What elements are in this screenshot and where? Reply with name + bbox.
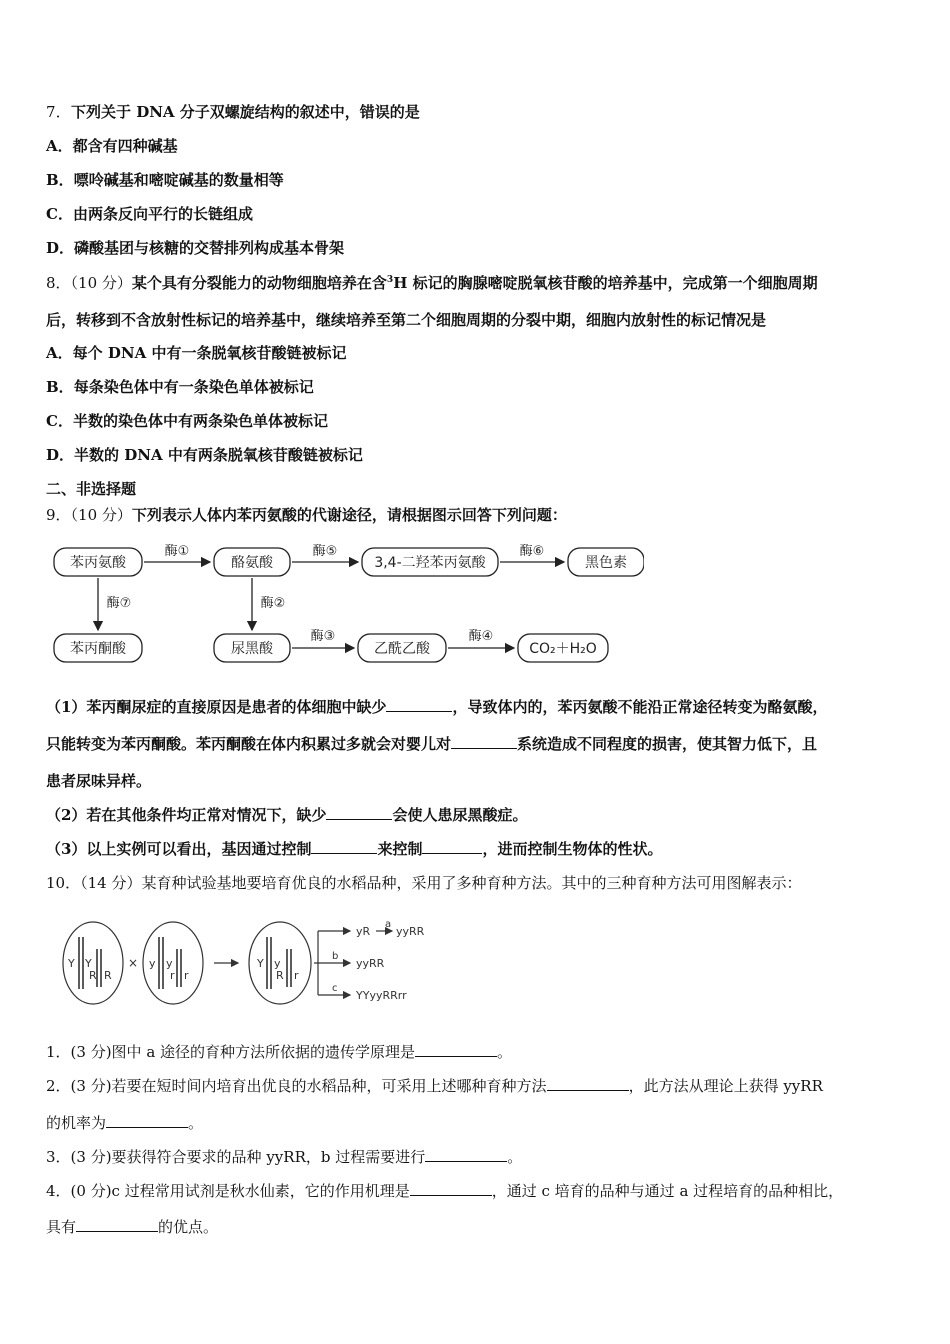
q9-part1-line3: 患者尿味异样。 bbox=[46, 772, 152, 790]
branch-label-a: a bbox=[385, 919, 392, 930]
option-key: B． bbox=[46, 171, 74, 189]
q9-p1-text-b: ，导致体内的，苯丙氨酸不能沿正常途径转变为酪氨酸， bbox=[452, 698, 828, 716]
option-text: 每条染色体中有一条染色单体被标记 bbox=[73, 378, 314, 396]
answer-blank[interactable] bbox=[547, 1076, 629, 1091]
q10-s1-text-a: 1．(3 分)图中 a 途径的育种方法所依据的遗传学原理是 bbox=[46, 1043, 416, 1061]
q7-option-b bbox=[46, 170, 284, 190]
gene-label: Y bbox=[68, 957, 75, 970]
answer-blank[interactable] bbox=[326, 805, 392, 820]
output-a: yyRR bbox=[396, 925, 425, 938]
gene-label: R bbox=[89, 969, 97, 982]
option-text: 都含有四种碱基 bbox=[72, 137, 178, 155]
q9-part3 bbox=[46, 839, 662, 859]
option-key: A． bbox=[46, 137, 73, 155]
answer-blank[interactable] bbox=[415, 1042, 497, 1057]
q8-option-b bbox=[46, 377, 314, 397]
q10-sub4-line1 bbox=[46, 1181, 843, 1201]
q10-stem bbox=[46, 873, 801, 893]
answer-blank[interactable] bbox=[410, 1181, 492, 1196]
q10-sub2-line1 bbox=[46, 1076, 823, 1096]
option-text: 嘌呤碱基和嘧啶碱基的数量相等 bbox=[73, 171, 284, 189]
gene-label: y bbox=[149, 957, 156, 970]
q10-s3-text-a: 3．(3 分)要获得符合要求的品种 yyRR，b 过程需要进行 bbox=[46, 1148, 426, 1166]
q7-option-c bbox=[46, 204, 253, 224]
gene-label: Y bbox=[257, 957, 264, 970]
gene-label: r bbox=[184, 969, 189, 982]
option-key: D． bbox=[46, 239, 75, 257]
node-phenylpyruvate: 苯丙酮酸 bbox=[70, 641, 126, 657]
q10-sub3 bbox=[46, 1147, 522, 1167]
q8-option-a bbox=[46, 343, 346, 363]
breeding-diagram bbox=[62, 915, 442, 1011]
q10-s2-text-c: 的机率为 bbox=[46, 1114, 107, 1132]
answer-blank[interactable] bbox=[311, 839, 377, 854]
label-enzyme-5: 酶⑤ bbox=[312, 544, 338, 559]
output-b: yyRR bbox=[356, 957, 385, 970]
label-enzyme-1: 酶① bbox=[164, 544, 190, 559]
option-key: D． bbox=[46, 446, 75, 464]
q8-number: 8． bbox=[46, 274, 71, 292]
node-dopa: 3,4-二羟苯丙氨酸 bbox=[374, 555, 486, 571]
q9-p1-text-a: （1）苯丙酮尿症的直接原因是患者的体细胞中缺少 bbox=[46, 698, 387, 716]
gene-label: r bbox=[294, 969, 299, 982]
q7-stem-text-c: 分子双螺旋结构的叙述中，错误的是 bbox=[179, 103, 420, 121]
q9-p3-text-b: 来控制 bbox=[377, 840, 423, 858]
q10-s1-text-b: 。 bbox=[497, 1043, 513, 1061]
q10-sub4-line2 bbox=[46, 1217, 218, 1237]
option-text: 每个 DNA 中有一条脱氧核苷酸链被标记 bbox=[72, 344, 347, 362]
q7-option-d bbox=[46, 238, 344, 258]
q9-part1-line2 bbox=[46, 734, 817, 754]
option-key: B． bbox=[46, 378, 74, 396]
gene-label: R bbox=[276, 969, 284, 982]
metabolism-pathway-diagram bbox=[44, 534, 644, 666]
q9-p2-text-a: （2）若在其他条件均正常对情况下，缺少 bbox=[46, 806, 327, 824]
label-enzyme-4: 酶④ bbox=[468, 629, 494, 644]
q8-stem-line1 bbox=[46, 273, 818, 293]
gene-label: r bbox=[170, 969, 175, 982]
node-phenylalanine: 苯丙氨酸 bbox=[70, 555, 126, 571]
option-key: C． bbox=[46, 412, 73, 430]
q9-stem-text: 下列表示人体内苯丙氨酸的代谢途径，请根据图示回答下列问题： bbox=[131, 506, 567, 524]
q9-score: （10 分） bbox=[70, 506, 132, 524]
q10-stem-text: 某育种试验基地要培育优良的水稻品种，采用了多种育种方法。其中的三种育种方法可用图解表示： bbox=[141, 874, 802, 892]
q9-stem bbox=[46, 505, 567, 525]
option-text: 半数的染色体中有两条染色单体被标记 bbox=[72, 412, 328, 430]
branch-bracket bbox=[314, 931, 348, 995]
answer-blank[interactable] bbox=[106, 1113, 188, 1128]
q7-stem-text-a: 下列关于 bbox=[70, 103, 131, 121]
q10-score: （14 分） bbox=[80, 874, 142, 892]
option-key: A． bbox=[46, 344, 73, 362]
q10-number: 10． bbox=[46, 874, 81, 892]
q9-p2-text-b: 会使人患尿黑酸症。 bbox=[392, 806, 528, 824]
branch-label-c: c bbox=[332, 983, 338, 994]
answer-blank[interactable] bbox=[451, 734, 517, 749]
option-text: 由两条反向平行的长链组成 bbox=[72, 205, 253, 223]
gene-label: y bbox=[274, 957, 281, 970]
q10-s2-text-b: ，此方法从理论上获得 yyRR bbox=[628, 1077, 823, 1095]
node-co2-h2o: CO₂＋H₂O bbox=[529, 641, 597, 657]
q7-number: 7． bbox=[46, 103, 71, 121]
cross-symbol: × bbox=[128, 956, 139, 970]
q8-text-a: 某个具有分裂能力的动物细胞培养在含 bbox=[131, 274, 387, 292]
label-enzyme-2: 酶② bbox=[260, 596, 286, 611]
q9-part2 bbox=[46, 805, 527, 825]
option-text: 半数的 DNA 中有两条脱氧核苷酸链被标记 bbox=[74, 446, 363, 464]
q9-p1-text-c: 只能转变为苯丙酮酸。苯丙酮酸在体内积累过多就会对婴儿对 bbox=[46, 735, 452, 753]
node-homogentisate: 尿黑酸 bbox=[231, 641, 273, 657]
label-enzyme-3: 酶③ bbox=[310, 629, 336, 644]
q9-p1-text-d: 系统造成不同程度的损害，使其智力低下，且 bbox=[517, 735, 818, 753]
q8-score: （10 分） bbox=[70, 274, 132, 292]
q8-option-d bbox=[46, 445, 363, 465]
q10-s4-text-c: 具有 bbox=[46, 1218, 77, 1236]
q8-superscript: 3 bbox=[386, 275, 394, 285]
answer-blank[interactable] bbox=[425, 1147, 507, 1162]
q10-sub2-line2 bbox=[46, 1113, 203, 1133]
q7-stem bbox=[46, 102, 420, 122]
gene-label: Y bbox=[85, 957, 92, 970]
q10-s2-text-a: 2．(3 分)若要在短时间内培育出优良的水稻品种，可采用上述哪种育种方法 bbox=[46, 1077, 547, 1095]
q10-sub1 bbox=[46, 1042, 512, 1062]
branch-label-b: b bbox=[332, 951, 339, 962]
q9-part1-line1 bbox=[46, 697, 827, 717]
q8-option-c bbox=[46, 411, 328, 431]
output-c: YYyyRRrr bbox=[356, 989, 407, 1002]
q9-p3-text-a: （3）以上实例可以看出，基因通过控制 bbox=[46, 840, 312, 858]
q9-number: 9． bbox=[46, 506, 71, 524]
gene-label: y bbox=[166, 957, 173, 970]
output-a-intermediate: yR bbox=[356, 925, 371, 938]
q8-text-b: H 标记的胸腺嘧啶脱氧核苷酸的培养基中，完成第一个细胞周期 bbox=[393, 274, 818, 292]
q10-s2-text-d: 。 bbox=[188, 1114, 204, 1132]
q7-stem-text-b: DNA bbox=[136, 103, 175, 121]
section-heading: 二、非选择题 bbox=[46, 480, 137, 498]
answer-blank[interactable] bbox=[422, 839, 482, 854]
q8-stem-line2: 后，转移到不含放射性标记的培养基中，继续培养至第二个细胞周期的分裂中期，细胞内放射性的标记情况是 bbox=[46, 311, 767, 329]
q9-p3-text-c: ，进而控制生物体的性状。 bbox=[482, 840, 663, 858]
label-enzyme-6: 酶⑥ bbox=[519, 544, 545, 559]
answer-blank[interactable] bbox=[76, 1217, 158, 1232]
q7-option-a bbox=[46, 136, 178, 156]
gene-label: R bbox=[104, 969, 112, 982]
label-enzyme-7: 酶⑦ bbox=[106, 596, 132, 611]
node-melanin: 黑色素 bbox=[585, 555, 627, 571]
option-key: C． bbox=[46, 205, 73, 223]
node-tyrosine: 酪氨酸 bbox=[231, 555, 273, 571]
answer-blank[interactable] bbox=[386, 697, 452, 712]
q10-s3-text-b: 。 bbox=[507, 1148, 523, 1166]
q10-s4-text-b: ，通过 c 培育的品种与通过 a 过程培育的品种相比， bbox=[491, 1182, 844, 1200]
q10-s4-text-a: 4．(0 分)c 过程常用试剂是秋水仙素，它的作用机理是 bbox=[46, 1182, 410, 1200]
node-acetoacetate: 乙酰乙酸 bbox=[374, 641, 430, 657]
q10-s4-text-d: 的优点。 bbox=[158, 1218, 219, 1236]
option-text: 磷酸基团与核糖的交替排列构成基本骨架 bbox=[74, 239, 345, 257]
